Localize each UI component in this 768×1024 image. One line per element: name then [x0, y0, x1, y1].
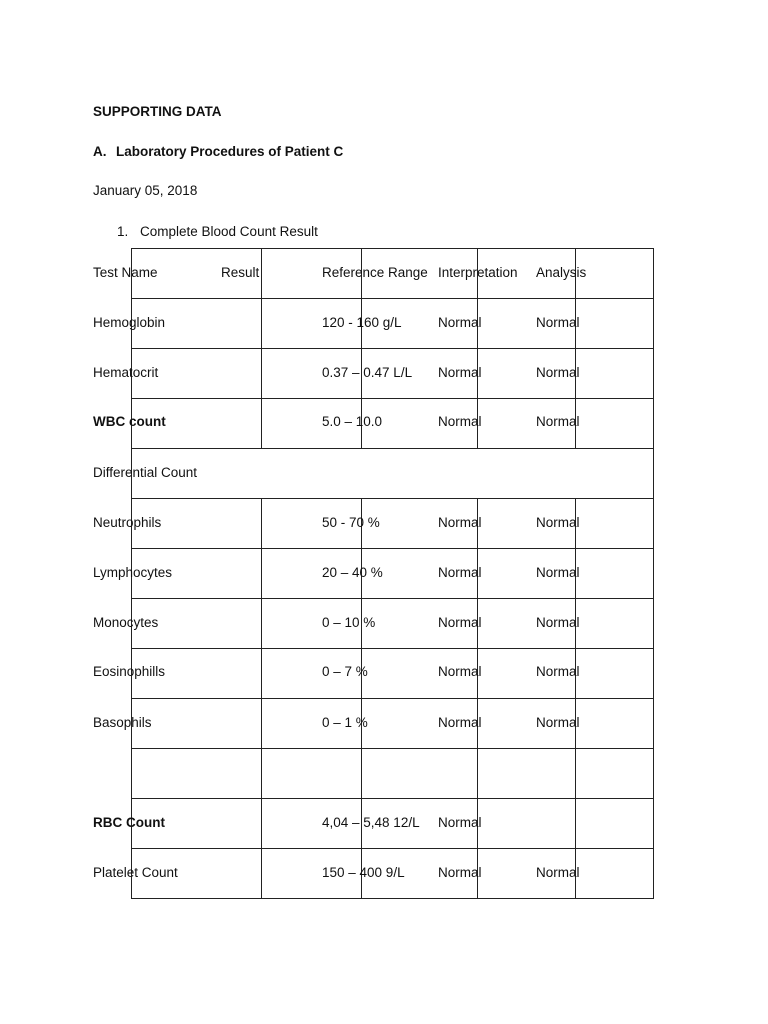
row-reference-range: 0.37 – 0.47 L/L [322, 365, 413, 380]
row-reference-range: 20 – 40 % [322, 565, 383, 580]
row-analysis: Normal [536, 715, 580, 730]
table-col-divider [261, 498, 262, 898]
row-analysis: Normal [536, 515, 580, 530]
list-item-number: 1. [117, 224, 129, 239]
row-reference-range: 50 - 70 % [322, 515, 380, 530]
table-border-right [653, 248, 654, 899]
document-heading: SUPPORTING DATA [93, 104, 222, 119]
table-col-divider [261, 248, 262, 448]
header-reference-range: Reference Range [322, 265, 428, 280]
report-date: January 05, 2018 [93, 183, 198, 198]
row-section-label: Differential Count [93, 465, 198, 480]
table-rule [131, 898, 654, 899]
section-title: Laboratory Procedures of Patient C [116, 144, 344, 159]
row-interpretation: Normal [438, 315, 482, 330]
row-analysis: Normal [536, 865, 580, 880]
row-test-name: Platelet Count [93, 865, 178, 880]
row-test-name: Neutrophils [93, 515, 162, 530]
row-analysis: Normal [536, 315, 580, 330]
row-interpretation: Normal [438, 865, 482, 880]
header-interpretation: Interpretation [438, 265, 518, 280]
row-analysis: Normal [536, 365, 580, 380]
row-reference-range: 120 - 160 g/L [322, 315, 402, 330]
row-reference-range: 0 – 1 % [322, 715, 368, 730]
row-test-name: WBC count [93, 414, 166, 429]
row-analysis: Normal [536, 615, 580, 630]
row-analysis: Normal [536, 664, 580, 679]
row-reference-range: 5.0 – 10.0 [322, 414, 383, 429]
row-interpretation: Normal [438, 414, 482, 429]
row-reference-range: 0 – 10 % [322, 615, 376, 630]
row-test-name: Monocytes [93, 615, 159, 630]
row-interpretation: Normal [438, 815, 482, 830]
row-reference-range: 0 – 7 % [322, 664, 368, 679]
row-analysis: Normal [536, 565, 580, 580]
row-interpretation: Normal [438, 515, 482, 530]
row-test-name: Hematocrit [93, 365, 159, 380]
header-test-name: Test Name [93, 265, 158, 280]
row-test-name: Hemoglobin [93, 315, 166, 330]
row-interpretation: Normal [438, 565, 482, 580]
row-analysis: Normal [536, 414, 580, 429]
row-interpretation: Normal [438, 365, 482, 380]
header-analysis: Analysis [536, 265, 587, 280]
row-test-name: RBC Count [93, 815, 165, 830]
table-rule [131, 448, 654, 449]
table-col-divider [361, 498, 362, 898]
row-test-name: Lymphocytes [93, 565, 173, 580]
row-interpretation: Normal [438, 615, 482, 630]
row-test-name: Basophils [93, 715, 152, 730]
header-result: Result [221, 265, 260, 280]
row-interpretation: Normal [438, 715, 482, 730]
section-letter: A. [93, 144, 107, 159]
row-test-name: Eosinophills [93, 664, 166, 679]
table-col-divider [477, 498, 478, 898]
table-col-divider [575, 498, 576, 898]
row-reference-range: 150 – 400 9/L [322, 865, 405, 880]
list-item-text: Complete Blood Count Result [140, 224, 318, 239]
row-reference-range: 4,04 – 5,48 12/L [322, 815, 420, 830]
row-interpretation: Normal [438, 664, 482, 679]
